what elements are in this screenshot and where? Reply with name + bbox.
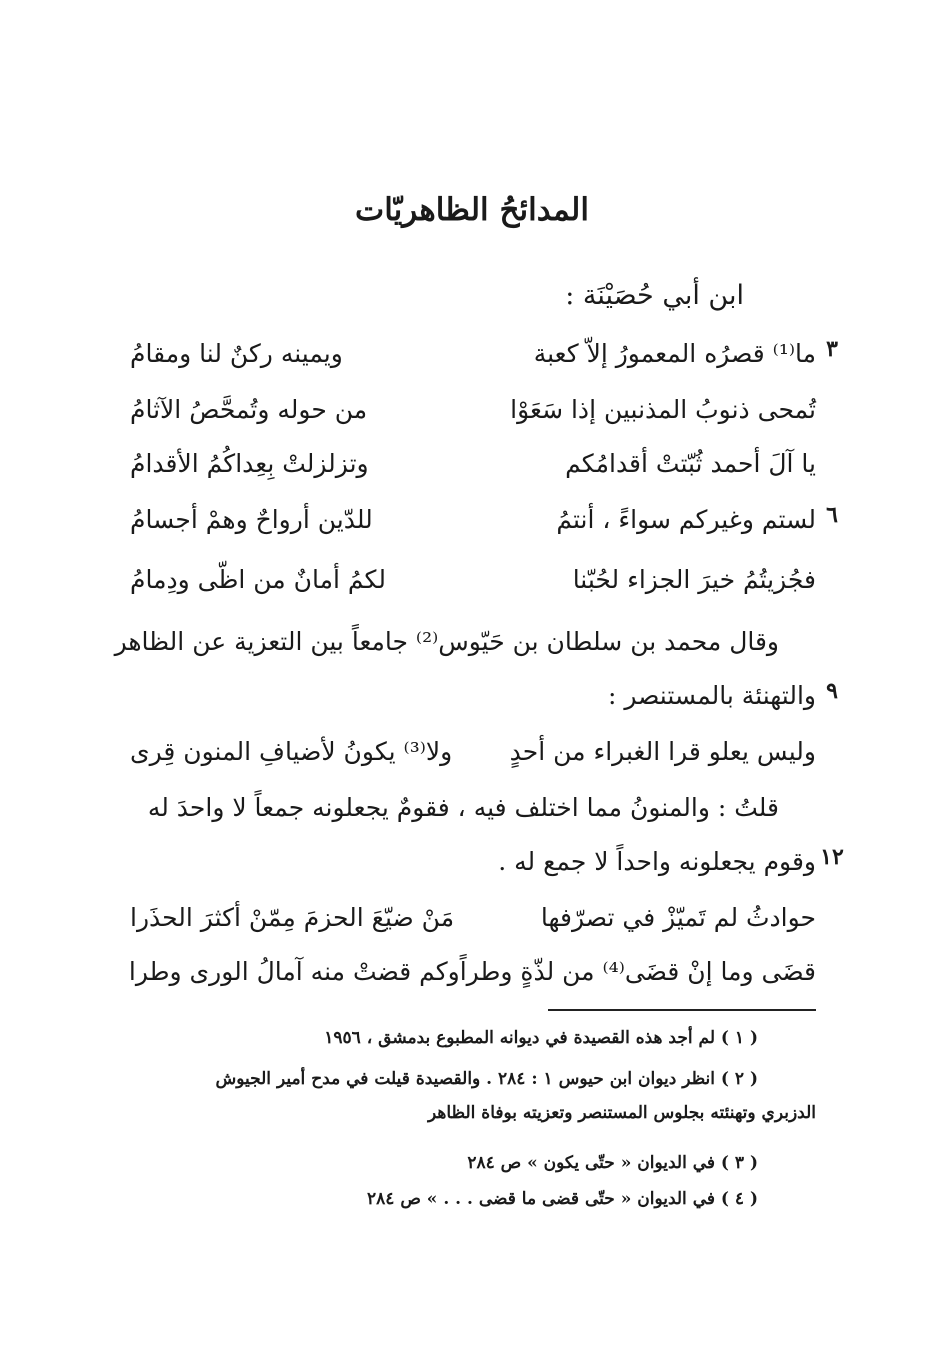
prose-line: قلتُ : والمنونُ مما اختلف فيه ، فقومٌ يجعلونه جمعاً لا واحدَ له <box>147 793 779 822</box>
footnote-2: ( ٢ ) انظر ديوان ابن حيوس ١ : ٢٨٤ . والقصيدة قيلت في مدح أمير الجيوش <box>215 1069 758 1089</box>
verse-hemistich-second: من حوله وتُمحَّصُ الآثامُ <box>130 395 368 424</box>
verse-line <box>130 558 816 602</box>
verse-line <box>130 730 816 774</box>
verse-hemistich-first: وليس يعلو قرا الغبراء من أحدٍ <box>509 737 816 766</box>
verse-line <box>130 388 816 432</box>
footnote-3: ( ٣ ) في الديوان « حتّى يكون » ص ٢٨٤ <box>467 1153 758 1173</box>
verse-line <box>130 498 816 542</box>
line-number-9: ٩ <box>826 678 838 704</box>
footnote-separator <box>548 1009 816 1011</box>
verse-hemistich-first: حوادثُ لم تَميّزْ في تصرّفها <box>540 903 816 932</box>
verse-hemistich-second: وتزلزلتْ بِعِداكُمُ الأقدامُ <box>130 449 369 478</box>
verse-hemistich-first: لستم وغيركم سواءً ، أنتمُ <box>556 505 816 534</box>
verse-line <box>130 442 816 486</box>
verse-line <box>130 332 816 376</box>
footnote-2-continued: الدزبري وتهنئته بجلوس المستنصر وتعزيته بوفاة الظاهر <box>428 1103 816 1123</box>
page-title: المدائحُ الظاهريّات <box>355 192 589 228</box>
prose-line: وقوم يجعلونه واحداً لا جمع له . <box>498 847 816 876</box>
verse-hemistich-first: تُمحى ذنوبُ المذنبين إذا سَعَوْا <box>510 395 816 424</box>
verse-line <box>130 896 816 940</box>
footnote-1: ( ١ ) لم أجد هذه القصيدة في ديوانه المطبوع بدمشق ، ١٩٥٦ <box>324 1028 758 1048</box>
footnote-4: ( ٤ ) في الديوان « حتّى قضى ما قضى . . . » ص ٢٨٤ <box>367 1189 758 1209</box>
poet-heading: ابن أبي حُصَيْنَة : <box>565 280 744 311</box>
verse-hemistich-first: فجُزيتُمُ خيرَ الجزاء لحُبّنا <box>572 565 816 594</box>
verse-hemistich-second: مَنْ ضيّعَ الحزمَ مِمّنْ أكثرَ الحذَرا <box>130 903 455 932</box>
line-number-6: ٦ <box>826 502 838 528</box>
verse-hemistich-second: وكم قضتْ منه آمالُ الورى وطرا <box>128 957 460 986</box>
verse-hemistich-first: يا آلَ أحمد ثُبّتتْ أقدامُكم <box>565 449 816 478</box>
verse-hemistich-second: ولا⁽³⁾ يكونُ لأضيافِ المنون قِرى <box>130 737 453 766</box>
line-number-12: ١٢ <box>820 844 844 870</box>
prose-line: والتهنئة بالمستنصر : <box>607 681 816 710</box>
line-number-3: ٣ <box>826 336 838 362</box>
prose-line: وقال محمد بن سلطان بن حَيّوس⁽²⁾ جامعاً بين التعزية عن الظاهر <box>114 627 779 656</box>
verse-hemistich-first: قضَى وما إنْ قضَى⁽⁴⁾ من لذّةٍ وطراً <box>459 957 816 986</box>
verse-line <box>130 950 816 994</box>
verse-hemistich-second: لكمُ أمانٌ من اظّى ودِمامُ <box>130 565 386 594</box>
verse-hemistich-second: للدّين أرواحٌ وهمْ أجسامُ <box>130 505 373 534</box>
verse-hemistich-second: ويمينه ركنٌ لنا ومقامُ <box>130 339 343 368</box>
verse-hemistich-first: ما⁽¹⁾ قصرُه المعمورُ إلاّ كعبة <box>533 339 816 368</box>
